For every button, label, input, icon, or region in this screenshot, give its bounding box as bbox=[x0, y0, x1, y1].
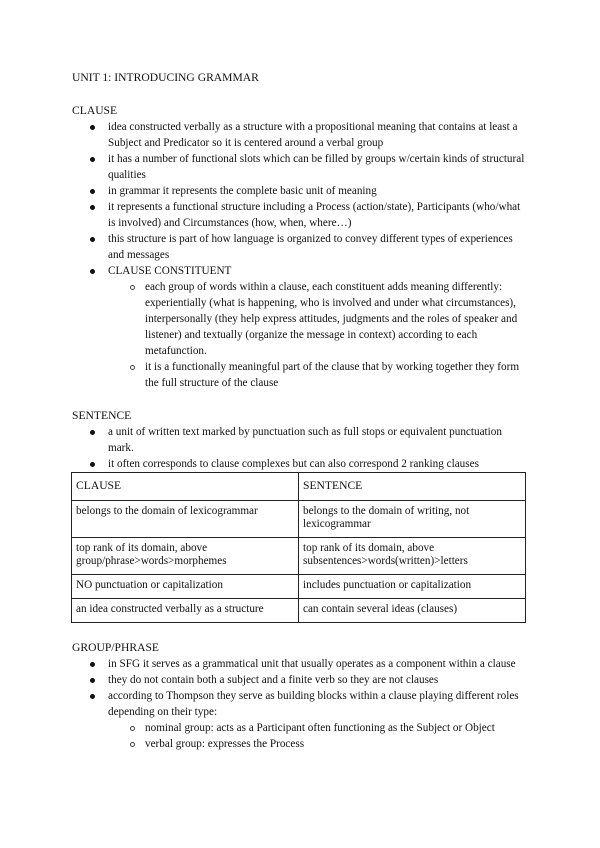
list-item-text: they do not contain both a subject and a finite verb so they are not clauses bbox=[108, 674, 439, 686]
bullet-icon bbox=[90, 430, 95, 435]
table-row bbox=[72, 501, 526, 538]
list-item-text: it represents a functional structure including a Process (action/state), Participants (who/what is involved) and Circumstances (how, when, where…) bbox=[108, 201, 521, 229]
table-header-row bbox=[72, 473, 526, 501]
clause-vs-sentence-table bbox=[71, 472, 526, 623]
table-cell: NO punctuation or capitalization bbox=[72, 575, 299, 599]
list-item bbox=[72, 688, 530, 720]
clause-bullet-list bbox=[72, 119, 530, 391]
sub-list-item bbox=[72, 279, 530, 359]
list-item-text: it often corresponds to clause complexes but can also correspond 2 ranking clauses bbox=[108, 458, 479, 470]
list-item-text: each group of words within a clause, each constituent adds meaning differently: experientially (what is happening, who is involved and under what circumstances), interpersonally (they help express attitudes, judgments and the roles of speaker and listener) and textually (organize the message in context) according to each metafunction. bbox=[145, 281, 518, 357]
list-item bbox=[72, 424, 530, 456]
table-cell: an idea constructed verbally as a structure bbox=[72, 599, 299, 623]
list-item bbox=[72, 672, 530, 688]
table-cell: belongs to the domain of lexicogrammar bbox=[72, 501, 299, 538]
group-bullet-list bbox=[72, 656, 530, 752]
clause-heading: CLAUSE bbox=[72, 104, 118, 117]
list-item bbox=[72, 151, 530, 183]
sub-list-item bbox=[72, 720, 530, 736]
table-row bbox=[72, 599, 526, 623]
table-header-cell: CLAUSE bbox=[72, 473, 299, 501]
bullet-icon bbox=[90, 205, 95, 210]
table-header-cell: SENTENCE bbox=[299, 473, 526, 501]
list-item-text: nominal group: acts as a Participant often functioning as the Subject or Object bbox=[145, 722, 495, 734]
table-row bbox=[72, 575, 526, 599]
sentence-bullet-list bbox=[72, 424, 530, 472]
table-cell: top rank of its domain, above group/phrase>words>morphemes bbox=[72, 538, 299, 575]
list-item bbox=[72, 231, 530, 263]
document-title: UNIT 1: INTRODUCING GRAMMAR bbox=[72, 71, 259, 84]
list-item bbox=[72, 119, 530, 151]
list-item-text: idea constructed verbally as a structure with a propositional meaning that contains at least a Subject and Predicator so it is centered around a verbal group bbox=[108, 121, 518, 149]
table-row bbox=[72, 538, 526, 575]
list-item-text: according to Thompson they serve as building blocks within a clause playing different roles depending on their type: bbox=[108, 690, 519, 718]
list-item-text: CLAUSE CONSTITUENT bbox=[108, 265, 232, 277]
hollow-bullet-icon bbox=[130, 365, 135, 370]
list-item-text: it is a functionally meaningful part of the clause that by working together they form the full structure of the clause bbox=[145, 361, 520, 389]
bullet-icon bbox=[90, 237, 95, 242]
sentence-heading: SENTENCE bbox=[72, 409, 132, 422]
bullet-icon bbox=[90, 678, 95, 683]
table-cell: belongs to the domain of writing, not lexicogrammar bbox=[299, 501, 526, 538]
list-item bbox=[72, 183, 530, 199]
hollow-bullet-icon bbox=[130, 726, 135, 731]
bullet-icon bbox=[90, 462, 95, 467]
document-page bbox=[72, 70, 530, 752]
list-item-text: in grammar it represents the complete basic unit of meaning bbox=[108, 185, 377, 197]
table-cell: can contain several ideas (clauses) bbox=[299, 599, 526, 623]
table-cell: top rank of its domain, above subsentences>words(written)>letters bbox=[299, 538, 526, 575]
bullet-icon bbox=[90, 662, 95, 667]
bullet-icon bbox=[90, 189, 95, 194]
sub-list-item bbox=[72, 359, 530, 391]
list-item-text: it has a number of functional slots which can be filled by groups w/certain kinds of structural qualities bbox=[108, 153, 525, 181]
list-item bbox=[72, 656, 530, 672]
table-cell: includes punctuation or capitalization bbox=[299, 575, 526, 599]
bullet-icon bbox=[90, 125, 95, 130]
list-item bbox=[72, 263, 530, 279]
hollow-bullet-icon bbox=[130, 742, 135, 747]
list-item bbox=[72, 456, 530, 472]
list-item-text: this structure is part of how language is organized to convey different types of experiences and messages bbox=[108, 233, 513, 261]
bullet-icon bbox=[90, 157, 95, 162]
bullet-icon bbox=[90, 269, 95, 274]
bullet-icon bbox=[90, 694, 95, 699]
list-item bbox=[72, 199, 530, 231]
list-item-text: in SFG it serves as a grammatical unit that usually operates as a component within a clause bbox=[108, 658, 516, 670]
sub-list-item bbox=[72, 736, 530, 752]
hollow-bullet-icon bbox=[130, 285, 135, 290]
list-item-text: a unit of written text marked by punctuation such as full stops or equivalent punctuation mark. bbox=[108, 426, 502, 454]
list-item-text: verbal group: expresses the Process bbox=[145, 738, 305, 750]
group-phrase-heading: GROUP/PHRASE bbox=[72, 641, 159, 654]
